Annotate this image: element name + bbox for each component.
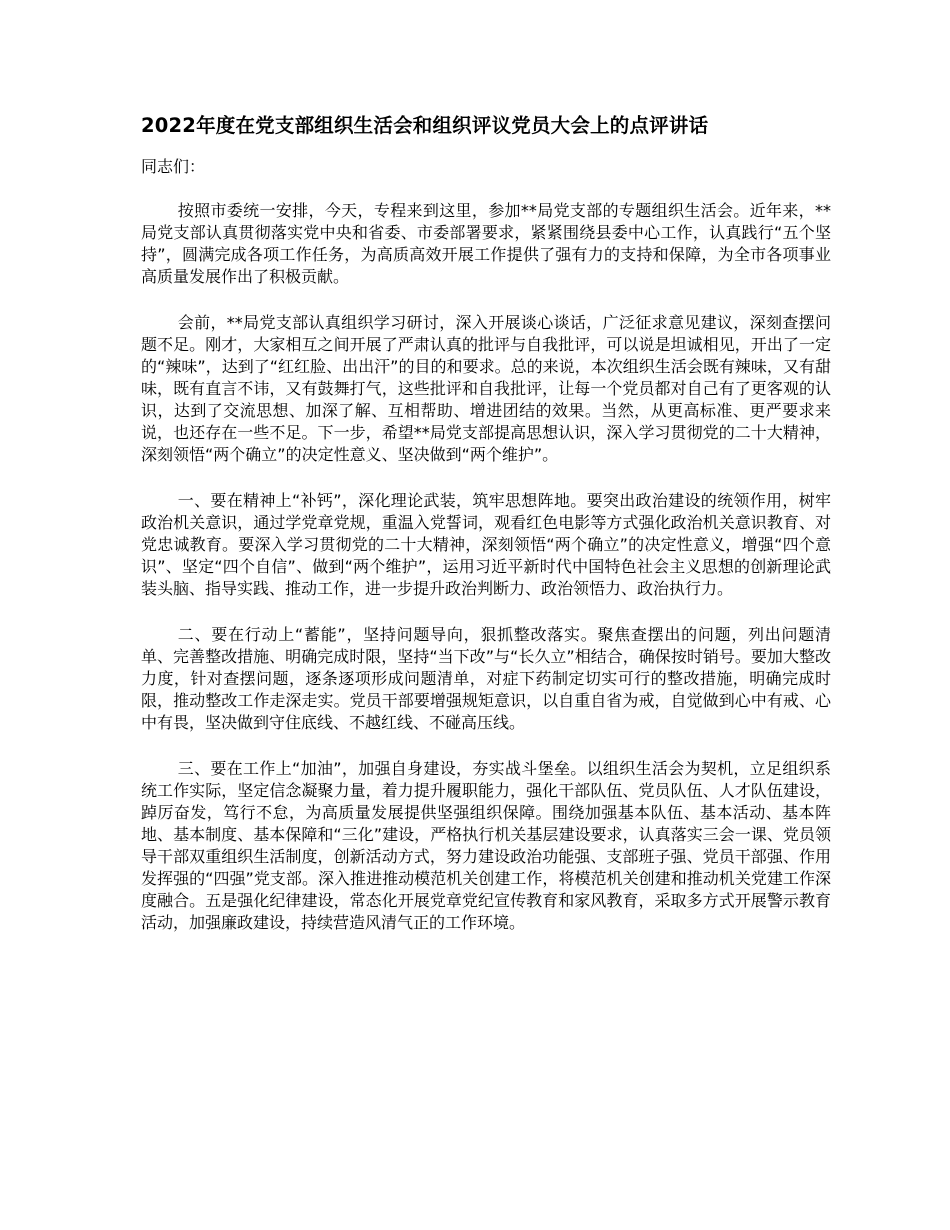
paragraph-intro: 按照市委统一安排，今天，专程来到这里，参加**局党支部的专题组织生活会。近年来，**局党支部认真贯彻落实党中央和省委、市委部署要求，紧紧围绕县委中心工作，认真践行“五个坚持”，圆满完成各项工作任务，为高质高效开展工作提供了强有力的支持和保障，为全市各项事业高质量发展作出了积极贡献。 — [141, 201, 831, 286]
paragraph-review: 会前，**局党支部认真组织学习研讨，深入开展谈心谈话，广泛征求意见建议，深刻查摆问题不足。刚才，大家相互之间开展了严肃认真的批评与自我批评，可以说是坦诚相见，开出了一定的“辣味”，达到了“红红脸、出出汗”的目的和要求。总的来说，本次组织生活会既有辣味，又有甜味，既有直言不讳，又有鼓舞打气，这些批评和自我批评，让每一个党员都对自己有了更客观的认识，达到了交流思想、加深了解、互相帮助、增进团结的效果。当然，从更高标准、更严要求来说，也还存在一些不足。下一步，希望**局党支部提高思想认识，深入学习贯彻党的二十大精神，深刻领悟“两个确立”的决定性意义、坚决做到“两个维护”。 — [141, 313, 831, 464]
document-page — [141, 112, 831, 934]
document-title: 2022年度在党支部组织生活会和组织评议党员大会上的点评讲话 — [141, 114, 709, 137]
paragraph-point-three: 三、要在工作上“加油”，加强自身建设，夯实战斗堡垒。以组织生活会为契机，立足组织系统工作实际，坚定信念凝聚力量，着力提升履职能力，强化干部队伍、党员队伍、人才队伍建设，踔厉奋发，笃行不怠，为高质量发展提供坚强组织保障。围绕加强基本队伍、基本活动、基本阵地、基本制度、基本保障和“三化”建设，严格执行机关基层建设要求，认真落实三会一课、党员领导干部双重组织生活制度，创新活动方式，努力建设政治功能强、支部班子强、党员干部强、作用发挥强的“四强”党支部。深入推进推动模范机关创建工作，将模范机关创建和推动机关党建工作深度融合。五是强化纪律建设，常态化开展党章党纪宣传教育和家风教育，采取多方式开展警示教育活动，加强廉政建设，持续营造风清气正的工作环境。 — [141, 759, 831, 932]
salutation: 同志们： — [141, 157, 206, 176]
paragraph-point-two: 二、要在行动上“蓄能”，坚持问题导向，狠抓整改落实。聚焦查摆出的问题，列出问题清单、完善整改措施、明确完成时限，坚持“当下改”与“长久立”相结合，确保按时销号。要加大整改力度，针对查摆问题，逐条逐项形成问题清单，对症下药制定切实可行的整改措施，明确完成时限，推动整改工作走深走实。党员干部要增强规矩意识，以自重自省为戒，自觉做到心中有戒、心中有畏，坚决做到守住底线、不越红线、不碰高压线。 — [141, 625, 831, 732]
paragraph-point-one: 一、要在精神上“补钙”，深化理论武装，筑牢思想阵地。要突出政治建设的统领作用，树牢政治机关意识，通过学党章党规，重温入党誓词，观看红色电影等方式强化政治机关意识教育、对党忠诚教育。要深入学习贯彻党的二十大精神，深刻领悟“两个确立”的决定性意义，增强“四个意识”、坚定“四个自信”、做到“两个维护”，运用习近平新时代中国特色社会主义思想的创新理论武装头脑、指导实践、推动工作，进一步提升政治判断力、政治领悟力、政治执行力。 — [141, 491, 831, 598]
